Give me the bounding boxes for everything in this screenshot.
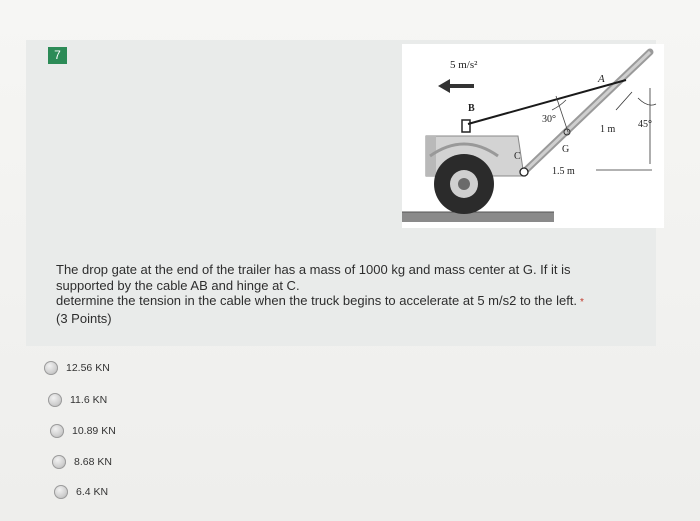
radio-button[interactable]	[54, 485, 68, 499]
option-3[interactable]	[50, 424, 116, 438]
label-a: A	[598, 73, 605, 85]
option-label: 6.4 KN	[76, 486, 109, 498]
required-marker: *	[580, 297, 584, 308]
dim-1-5m-label: 1.5 m	[552, 166, 575, 177]
radio-button[interactable]	[44, 361, 58, 375]
option-5[interactable]	[54, 485, 108, 499]
option-4[interactable]	[52, 455, 112, 469]
label-g: G	[562, 144, 570, 155]
option-label: 10.89 KN	[72, 425, 116, 437]
radio-button[interactable]	[48, 393, 62, 407]
question-line-1: The drop gate at the end of the trailer has a mass of 1000 kg and mass center at G. If it is	[56, 262, 571, 277]
option-label: 8.68 KN	[74, 456, 112, 468]
radio-button[interactable]	[50, 424, 64, 438]
option-label: 12.56 KN	[66, 362, 110, 374]
question-line-2: supported by the cable AB and hinge at C.	[56, 277, 300, 293]
angle-gate-label: 45°	[638, 119, 652, 130]
question-number-badge: 7	[48, 47, 67, 64]
option-2[interactable]	[48, 393, 107, 407]
question-points: (3 Points)	[56, 310, 112, 326]
radio-button[interactable]	[52, 455, 66, 469]
angle-cable-label: 30°	[542, 114, 556, 125]
option-1[interactable]	[44, 361, 110, 375]
label-b: B	[468, 103, 475, 114]
label-c: C	[514, 151, 521, 162]
question-line-3-text: determine the tension in the cable when the truck begins to accelerate at 5 m/s2 to the left.	[56, 293, 578, 308]
option-label: 11.6 KN	[70, 394, 108, 406]
accel-label: 5 m/s²	[450, 59, 478, 71]
dim-1m-label: 1 m	[600, 124, 616, 135]
